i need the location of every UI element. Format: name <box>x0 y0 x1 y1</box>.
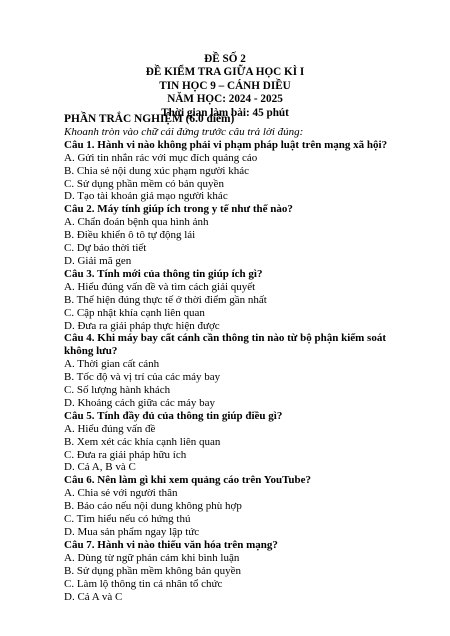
option-c: C. Dự báo thời tiết <box>64 242 147 255</box>
option-a: A. Dùng từ ngữ phản cảm khi bình luận <box>64 551 240 564</box>
option-a: A. Hiểu đúng vấn đề <box>64 422 156 435</box>
option-a: A. Chia sẻ với người thân <box>64 487 178 500</box>
option-d: D. Giải mã gen <box>64 254 132 267</box>
question-text: Câu 3. Tính mới của thông tin giúp ích gì? <box>64 267 263 280</box>
option-c: C. Đưa ra giải pháp hữu ích <box>64 448 187 461</box>
question-text: Câu 1. Hành vi nào không phải vi phạm pháp luật trên mạng xã hội? <box>64 138 388 151</box>
exam-title: ĐỀ KIỂM TRA GIỮA HỌC KÌ I <box>145 66 305 79</box>
question-text: Câu 4. Khi máy bay cất cánh cần thông tin nào từ bộ phận kiểm soát không lưu? <box>64 332 386 358</box>
option-d: D. Tạo tài khoản giả mạo người khác <box>64 190 228 203</box>
question-1 <box>64 139 439 204</box>
question-text: Câu 7. Hành vi nào thiếu văn hóa trên mạng? <box>64 538 278 551</box>
option-a: A. Gửi tin nhắn rác với mục đích quảng cáo <box>64 151 258 164</box>
exam-content <box>64 113 439 603</box>
exam-duration: Thời gian làm bài: 45 phút <box>161 106 289 119</box>
question-text: Câu 5. Tính đầy đủ của thông tin giúp điều gì? <box>64 409 283 422</box>
exam-header <box>0 53 450 120</box>
option-d: D. Mua sản phẩm ngay lập tức <box>64 526 200 538</box>
question-text: Câu 6. Nên làm gì khi xem quảng cáo trên YouTube? <box>64 474 312 487</box>
school-year: NĂM HỌC: 2024 - 2025 <box>167 93 283 106</box>
exam-subject: TIN HỌC 9 – CÁNH DIỀU <box>159 79 291 92</box>
option-d: D. Cả A, B và C <box>64 461 136 474</box>
option-b: B. Điều khiển ô tô tự động lái <box>64 229 196 242</box>
question-5 <box>64 410 439 475</box>
option-c: C. Làm lộ thông tin cá nhân tổ chức <box>64 577 223 590</box>
option-b: B. Thể hiện đúng thực tế ở thời điểm gần nhất <box>64 293 267 306</box>
option-d: D. Khoảng cách giữa các máy bay <box>64 396 216 409</box>
option-a: A. Chẩn đoán bệnh qua hình ảnh <box>64 216 209 229</box>
option-b: B. Chia sẻ nội dung xúc phạm người khác <box>64 164 250 177</box>
option-b: B. Báo cáo nếu nội dung không phù hợp <box>64 500 242 513</box>
option-a: A. Hiểu đúng vấn đề và tìm cách giải quyết <box>64 280 256 293</box>
section-title: PHẦN TRẮC NGHIỆM (6.0 điểm) <box>64 113 235 125</box>
question-4 <box>64 332 439 409</box>
option-c: C. Cập nhật khía cạnh liên quan <box>64 306 205 319</box>
option-c: C. Số lượng hành khách <box>64 384 171 397</box>
option-a: A. Thời gian cất cánh <box>64 358 160 371</box>
option-c: C. Sử dụng phần mềm có bản quyền <box>64 177 224 190</box>
option-b: B. Xem xét các khía cạnh liên quan <box>64 435 221 448</box>
question-3 <box>64 268 439 333</box>
option-b: B. Tốc độ và vị trí của các máy bay <box>64 371 221 384</box>
question-text: Câu 2. Máy tính giúp ích trong y tế như thế nào? <box>64 203 293 216</box>
option-b: B. Sử dụng phần mềm không bản quyền <box>64 564 242 577</box>
option-d: D. Đưa ra giải pháp thực hiện được <box>64 319 220 332</box>
question-2 <box>64 203 439 268</box>
exam-code: ĐỀ SỐ 2 <box>204 53 246 65</box>
option-d: D. Cả A và C <box>64 590 123 603</box>
option-c: C. Tìm hiểu nếu có hứng thú <box>64 513 191 526</box>
instruction: Khoanh tròn vào chữ cái đứng trước câu trả lời đúng: <box>64 125 304 138</box>
question-6 <box>64 474 439 539</box>
question-7 <box>64 539 439 604</box>
